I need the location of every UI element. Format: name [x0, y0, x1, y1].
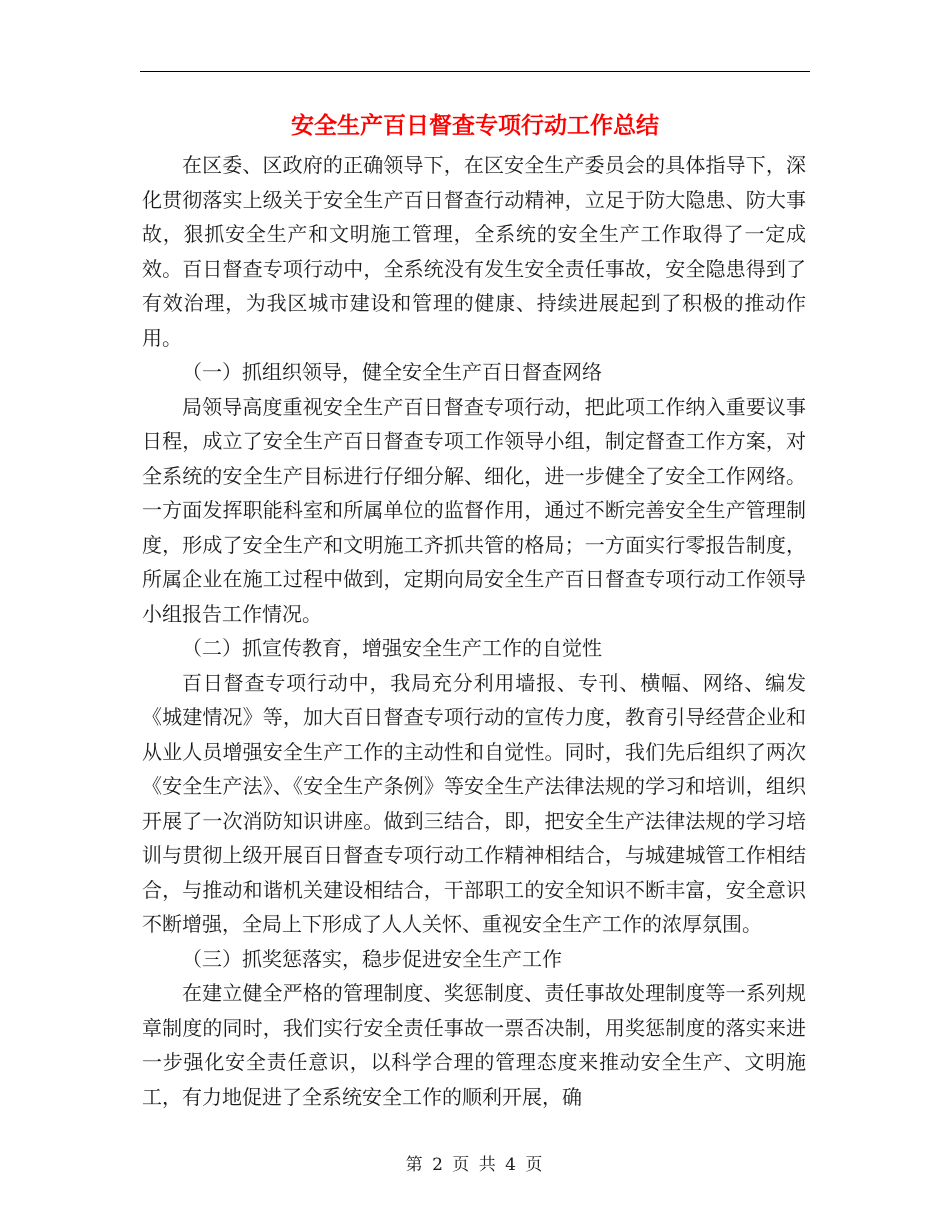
page-footer: 第 2 页 共 4 页 [405, 1155, 545, 1175]
body-paragraph: 在区委、区政府的正确领导下，在区安全生产委员会的具体指导下，深化贯彻落实上级关于安全生产百日督查行动精神，立足于防大隐患、防大事故，狠抓安全生产和文明施工管理，全系统的安全生产工作取得了一定成效。百日督查专项行动中，全系统没有发生安全责任事故，安全隐患得到了有效治理，为我区城市建设和管理的健康、持续进展起到了积极的推动作用。 [142, 153, 806, 350]
header-rule [140, 71, 810, 72]
body-paragraph: 百日督查专项行动中，我局充分利用墙报、专刊、横幅、网络、编发《城建情况》等，加大百日督查专项行动的宣传力度，教育引导经营企业和从业人员增强安全生产工作的主动性和自觉性。同时，我们先后组织了两次《安全生产法》、《安全生产条例》等安全生产法律法规的学习和培训，组织开展了一次消防知识讲座。做到三结合，即，把安全生产法律法规的学习培训与贯彻上级开展百日督查专项行动工作精神相结合，与城建城管工作相结合，与推动和谐机关建设相结合，干部职工的安全知识不断丰富，安全意识不断增强，全局上下形成了人人关怀、重视安全生产工作的浓厚氛围。 [142, 670, 806, 936]
body-paragraph: 在建立健全严格的管理制度、奖惩制度、责任事故处理制度等一系列规章制度的同时，我们实行安全责任事故一票否决制，用奖惩制度的落实来进一步强化安全责任意识，以科学合理的管理态度来推动安全生产、文明施工，有力地促进了全系统安全工作的顺利开展，确 [142, 981, 806, 1109]
body-paragraph: 局领导高度重视安全生产百日督查专项行动，把此项工作纳入重要议事日程，成立了安全生产百日督查专项工作领导小组，制定督查工作方案，对全系统的安全生产目标进行仔细分解、细化，进一步健全了安全工作网络。一方面发挥职能科室和所属单位的监督作用，通过不断完善安全生产管理制度，形成了安全生产和文明施工齐抓共管的格局；一方面实行零报告制度，所属企业在施工过程中做到，定期向局安全生产百日督查专项行动工作领导小组报告工作情况。 [142, 394, 806, 626]
document-title: 安全生产百日督查专项行动工作总结 [291, 112, 659, 139]
section-heading: （二）抓宣传教育，增强安全生产工作的自觉性 [182, 636, 602, 660]
section-heading: （一）抓组织领导，健全安全生产百日督查网络 [182, 360, 602, 384]
document-body [142, 148, 806, 1114]
section-heading: （三）抓奖惩落实，稳步促进安全生产工作 [182, 946, 562, 971]
